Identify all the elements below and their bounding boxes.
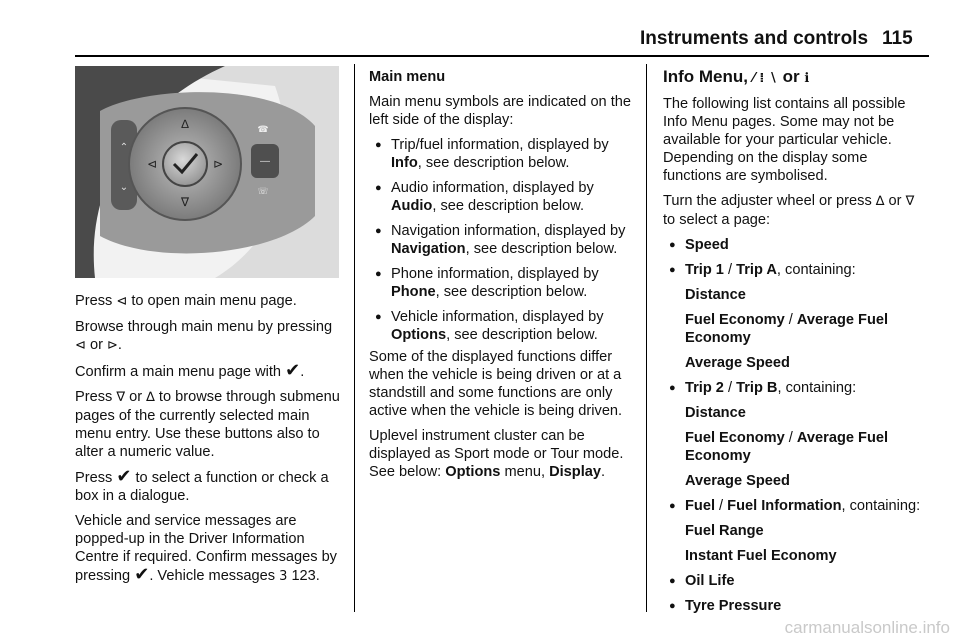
up-arrow-icon: ∆ bbox=[146, 390, 155, 405]
column-1 bbox=[75, 292, 343, 593]
page-reference-icon: 3 bbox=[279, 569, 288, 584]
list-item: ● Vehicle information, displayed by Options, see description below. bbox=[369, 308, 635, 344]
left-arrow-icon: ⊲ bbox=[116, 294, 128, 309]
paragraph-open-main-menu: Press ⊲ to open main menu page. bbox=[75, 293, 297, 309]
paragraph-browse-submenu: Press ∇ or ∆ to browse through submenu pages of the currently selected main menu entry. Use these buttons also to alter a numeric value. bbox=[75, 389, 340, 460]
list-subitem: Distance bbox=[685, 405, 746, 421]
list-subitem: Instant Fuel Economy bbox=[685, 548, 837, 564]
check-icon: ✔ bbox=[116, 466, 132, 487]
paragraph-uplevel-cluster: Uplevel instrument cluster can be displayed as Sport mode or Tour mode. See below: Options menu, Display. bbox=[369, 428, 624, 480]
info-menu-intro: The following list contains all possible Info Menu pages. Some may not be available for your particular vehicle. Depending on the display some functions are symbolised. bbox=[663, 96, 906, 184]
main-menu-heading: Main menu bbox=[369, 69, 446, 85]
list-subitem: Fuel Economy / Average Fuel Economy bbox=[685, 430, 889, 464]
column-2 bbox=[369, 68, 635, 488]
svg-text:∆: ∆ bbox=[181, 117, 189, 131]
list-item: ● Phone information, displayed by Phone, see description below. bbox=[369, 265, 635, 301]
main-menu-intro: Main menu symbols are indicated on the left side of the display: bbox=[369, 94, 632, 128]
list-item: ● Trip 1 / Trip A, containing: bbox=[663, 261, 929, 279]
steering-wheel-controls-photo bbox=[75, 66, 339, 278]
list-subitem: Average Speed bbox=[685, 355, 790, 371]
list-item: ● Navigation information, displayed by Navigation, see description below. bbox=[369, 222, 635, 258]
check-icon: ✔ bbox=[134, 564, 150, 585]
column-divider-1 bbox=[354, 64, 355, 612]
list-subitem: Fuel Range bbox=[685, 523, 764, 539]
down-arrow-icon: ∇ bbox=[116, 390, 126, 405]
info-menu-icons: ⁄ ⁞ ∖ bbox=[752, 71, 778, 86]
info-menu-list bbox=[663, 236, 929, 615]
svg-text:—: — bbox=[260, 156, 270, 167]
paragraph-select-function: Press ✔ to select a function or check a box in a dialogue. bbox=[75, 466, 329, 504]
page-header-title: Instruments and controls bbox=[640, 28, 869, 49]
paragraph-vehicle-messages: Vehicle and service messages are popped-up in the Driver Information Centre if required. Confirm messages by pressing ✔. Vehicle messages 3 123. bbox=[75, 513, 337, 585]
info-icon: ℹ bbox=[804, 71, 810, 86]
list-item: ● Audio information, displayed by Audio, see description below. bbox=[369, 179, 635, 215]
list-item: ● Speed bbox=[663, 236, 929, 254]
svg-text:⌄: ⌄ bbox=[119, 182, 129, 193]
paragraph-confirm-main-menu: Confirm a main menu page with ✔. bbox=[75, 360, 305, 381]
paragraph-browse-main-menu: Browse through main menu by pressing ⊲ or ⊳. bbox=[75, 319, 333, 353]
list-item: ● Tyre Pressure bbox=[663, 597, 929, 615]
paragraph-select-page: Turn the adjuster wheel or press ∆ or ∇ to select a page: bbox=[663, 193, 915, 228]
svg-text:∇: ∇ bbox=[180, 195, 190, 209]
svg-text:⌃: ⌃ bbox=[119, 142, 129, 153]
watermark: carmanualsonline.info bbox=[784, 618, 950, 637]
list-item: ● Fuel / Fuel Information, containing: bbox=[663, 497, 929, 515]
check-icon: ✔ bbox=[285, 360, 301, 381]
list-item: ● Trip/fuel information, displayed by Info, see description below. bbox=[369, 136, 635, 172]
svg-text:⊲: ⊲ bbox=[146, 157, 158, 171]
main-menu-list bbox=[369, 136, 635, 344]
paragraph-functions-differ: Some of the displayed functions differ when the vehicle is being driven or at a standstill and some functions are only active when the vehicle is being driven. bbox=[369, 349, 623, 419]
column-divider-2 bbox=[646, 64, 647, 612]
list-subitem: Average Speed bbox=[685, 473, 790, 489]
left-arrow-icon: ⊲ bbox=[75, 338, 86, 353]
list-subitem: Distance bbox=[685, 287, 746, 303]
down-arrow-icon: ∇ bbox=[905, 194, 915, 209]
svg-text:☏: ☏ bbox=[257, 186, 269, 196]
svg-text:☎: ☎ bbox=[257, 124, 269, 134]
up-arrow-icon: ∆ bbox=[875, 194, 885, 209]
list-subitem: Fuel Economy / Average Fuel Economy bbox=[685, 312, 889, 346]
column-3 bbox=[663, 68, 929, 622]
svg-text:⊳: ⊳ bbox=[212, 157, 224, 171]
page-number: 115 bbox=[882, 28, 913, 49]
header-rule bbox=[75, 55, 929, 57]
list-item: ● Trip 2 / Trip B, containing: bbox=[663, 379, 929, 397]
right-arrow-icon: ⊳ bbox=[107, 338, 118, 353]
list-item: ● Oil Life bbox=[663, 572, 929, 590]
info-menu-heading: Info Menu, ⁄ ⁞ ∖ or ℹ bbox=[663, 67, 810, 86]
